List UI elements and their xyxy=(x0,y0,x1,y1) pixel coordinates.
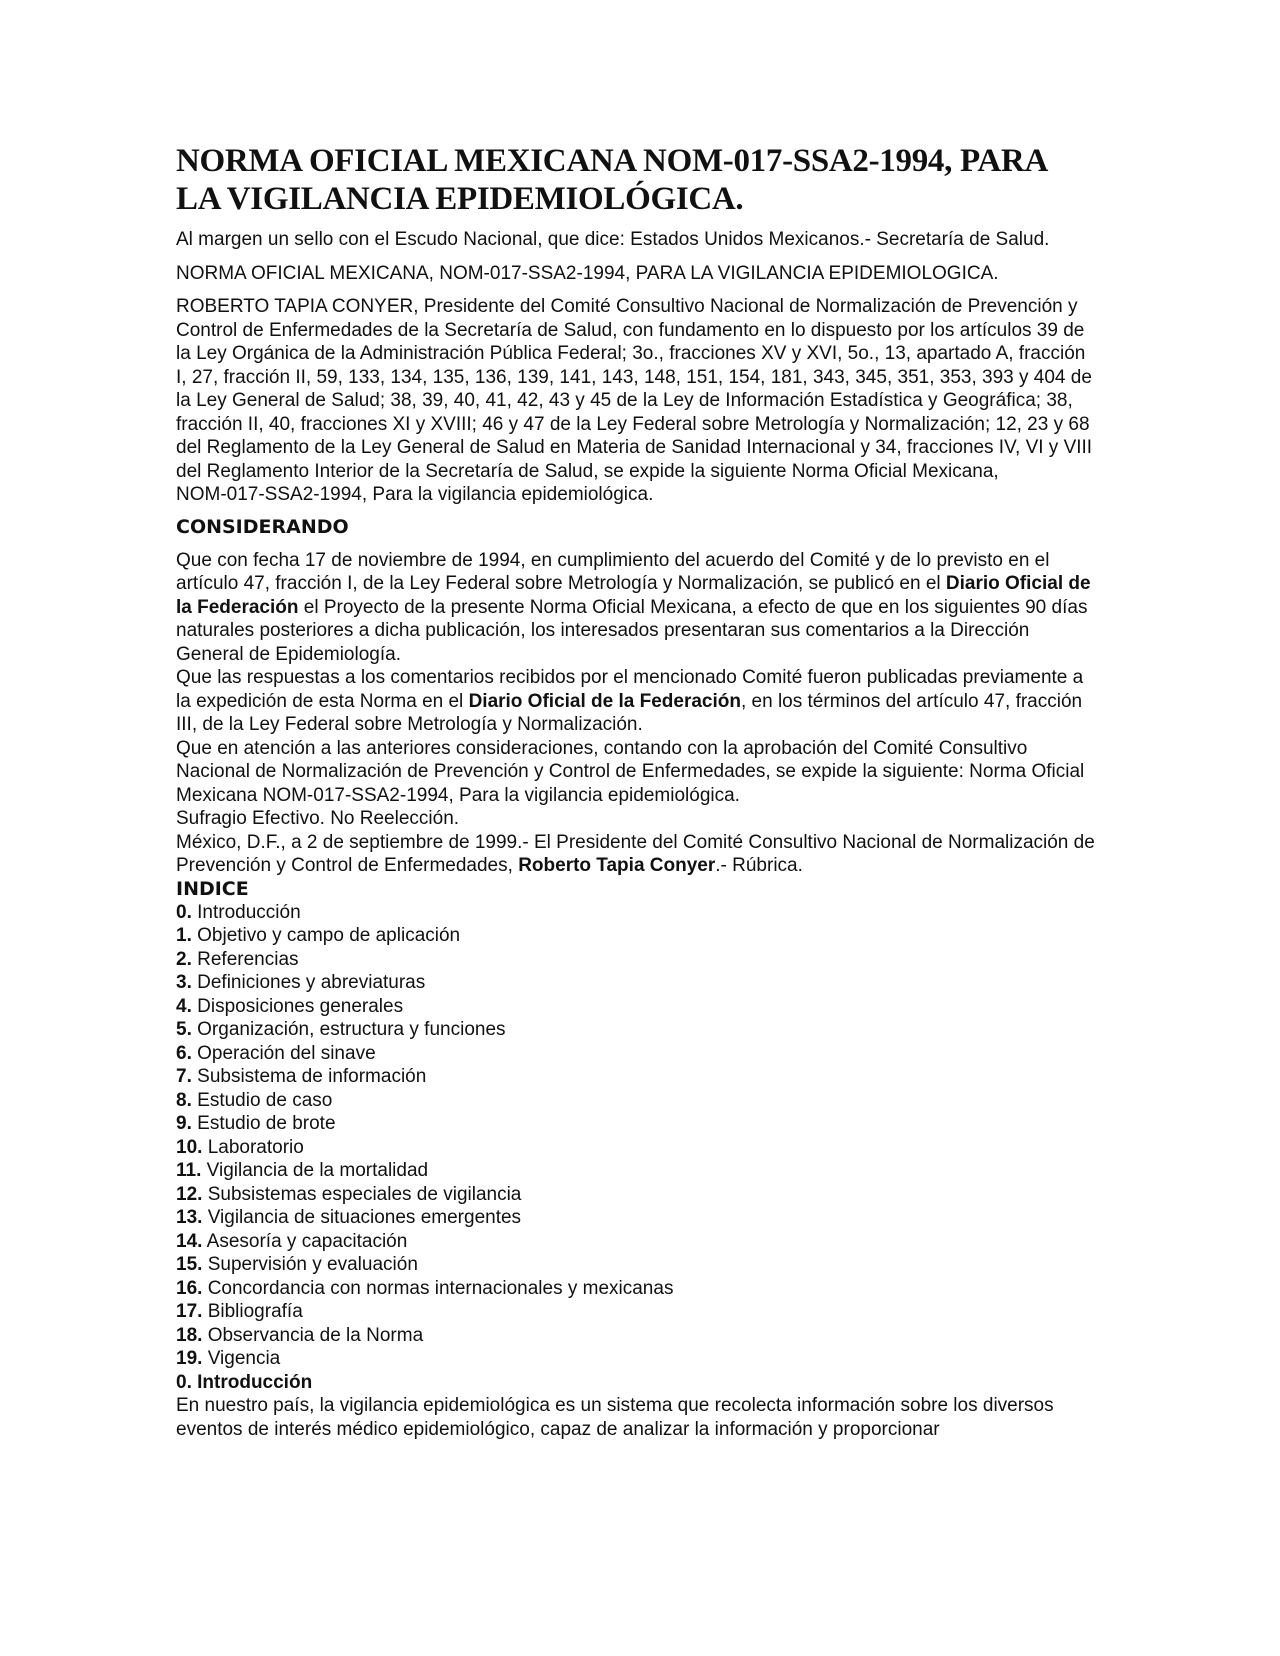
index-item xyxy=(176,1277,1096,1301)
index-item-label: Asesoría y capacitación xyxy=(206,1230,408,1252)
index-item-number: 16. xyxy=(176,1277,203,1299)
index-item-number: 10. xyxy=(176,1136,203,1158)
margin-note: Al margen un sello con el Escudo Nacional, que dice: Estados Unidos Mexicanos.- Secretaría de Salud. xyxy=(176,229,1050,250)
index-item-number: 1. xyxy=(176,925,192,946)
intro-heading xyxy=(176,1371,1096,1395)
considerando-paragraph-1 xyxy=(176,549,1096,667)
text-run: Que con fecha 17 de noviembre de 1994, en cumplimiento del acuerdo del Comité y de lo previsto en el artículo 47, fracción I, de la Ley Federal sobre Metrología y Normalización, se publicó en el xyxy=(176,549,1050,594)
document-title: NORMA OFICIAL MEXICANA NOM-017-SSA2-1994, PARA LA VIGILANCIA EPIDEMIOLÓGICA. xyxy=(176,143,1047,217)
index-item xyxy=(176,1183,1096,1207)
index-item-label: Estudio de caso xyxy=(197,1089,333,1111)
document-page xyxy=(176,142,1096,1441)
index-item-number: 11. xyxy=(176,1160,202,1181)
index-item xyxy=(176,1253,1096,1277)
index-item xyxy=(176,948,1096,972)
index-item xyxy=(176,1206,1096,1230)
preamble-norm-line: NOM-017-SSA2-1994, Para la vigilancia epidemiológica. xyxy=(176,484,654,505)
index-heading: INDICE xyxy=(176,877,249,900)
index-item-label: Operación del sinave xyxy=(197,1042,376,1064)
index-item xyxy=(176,995,1096,1019)
index-item-label: Disposiciones generales xyxy=(197,995,404,1017)
index-item-number: 12. xyxy=(176,1183,203,1205)
index-item xyxy=(176,1042,1096,1066)
text-run: Que las respuestas a los comentarios recibidos por el mencionado Comité fueron publicadas previamente a la expedición de esta Norma en el xyxy=(176,667,1084,712)
index-item xyxy=(176,901,1096,925)
signature-paragraph xyxy=(176,831,1096,878)
document-subtitle: NORMA OFICIAL MEXICANA, NOM-017-SSA2-1994, PARA LA VIGILANCIA EPIDEMIOLOGICA. xyxy=(176,262,999,284)
index-item-label: Introducción xyxy=(197,901,301,923)
index-item-number: 6. xyxy=(176,1042,192,1064)
considerando-paragraph-3: Que en atención a las anteriores consideraciones, contando con la aprobación del Comité Consultivo Nacional de Normalización de Prevención y Control de Enfermedades, se expide la siguiente: Norma Oficial Mexicana NOM-017-SSA2-1994, Para la vigilancia epidemiológica. xyxy=(176,737,1085,806)
index-item-label: Laboratorio xyxy=(207,1136,304,1158)
index-item xyxy=(176,1136,1096,1160)
index-item xyxy=(176,924,1096,948)
index-item-label: Definiciones y abreviaturas xyxy=(197,972,426,993)
index-item-label: Concordancia con normas internacionales y mexicanas xyxy=(207,1277,674,1299)
index-item-number: 4. xyxy=(176,995,192,1017)
index-item-label: Supervisión y evaluación xyxy=(207,1254,418,1275)
index-item-label: Vigencia xyxy=(207,1348,281,1369)
index-item-number: 9. xyxy=(176,1113,192,1134)
index-item xyxy=(176,1347,1096,1371)
text-run: .- Rúbrica. xyxy=(715,855,803,876)
text-run: México, D.F., a 2 de septiembre de 1999.- El Presidente del Comité Consultivo Nacional de Normalización de Prevención y Control de Enfermedades, xyxy=(176,831,1095,876)
signatory-name: Roberto Tapia Conyer xyxy=(518,855,716,876)
index-item-number: 14. xyxy=(176,1230,203,1252)
index-item-label: Observancia de la Norma xyxy=(207,1324,424,1346)
index-item xyxy=(176,1230,1096,1254)
index-list xyxy=(176,901,1096,1371)
index-item-label: Referencias xyxy=(197,948,299,970)
index-item-number: 19. xyxy=(176,1348,203,1369)
index-item-label: Bibliografía xyxy=(207,1301,303,1322)
index-item xyxy=(176,1300,1096,1324)
considerando-heading: CONSIDERANDO xyxy=(176,515,349,538)
index-item-number: 0. xyxy=(176,901,192,923)
index-item-number: 2. xyxy=(176,948,192,970)
bold-run: Diario Oficial de la Federación xyxy=(176,573,1091,618)
intro-paragraph: En nuestro país, la vigilancia epidemiológica es un sistema que recolecta información sobre los diversos eventos de interés médico epidemiológico, capaz de analizar la información y proporcionar xyxy=(176,1395,1054,1440)
text-run: , en los términos del artículo 47, fracción III, de la Ley Federal sobre Metrología y Normalización. xyxy=(176,690,1083,735)
index-item xyxy=(176,1324,1096,1348)
index-item-number: 8. xyxy=(176,1089,192,1111)
preamble-paragraph: ROBERTO TAPIA CONYER, Presidente del Comité Consultivo Nacional de Normalización de Prevención y Control de Enfermedades de la Secretaría de Salud, con fundamento en lo dispuesto por los artículos 39 de la Ley Orgánica de la Administración Pública Federal; 3o., fracciones XV y XVI, 5o., 13, apartado A, fracción I, 27, fracción II, 59, 133, 134, 135, 136, 139, 141, 143, 148, 151, 154, 181, 343, 345, 351, 353, 393 y 404 de la Ley General de Salud; 38, 39, 40, 41, 42, 43 y 45 de la Ley de Información Estadística y Geográfica; 38, fracción II, 40, fracciones XI y XVIII; 46 y 47 de la Ley Federal sobre Metrología y Normalización; 12, 23 y 68 del Reglamento de la Ley General de Salud en Materia de Sanidad Internacional y 34, fracciones IV, VI y VIII del Reglamento Interior de la Secretaría de Salud, se expide la siguiente Norma Oficial Mexicana, xyxy=(176,296,1093,482)
index-item xyxy=(176,1112,1096,1136)
index-item-label: Organización, estructura y funciones xyxy=(197,1019,506,1040)
index-item-number: 18. xyxy=(176,1324,203,1346)
index-item-number: 15. xyxy=(176,1254,203,1275)
index-item xyxy=(176,1089,1096,1113)
index-item-label: Objetivo y campo de aplicación xyxy=(197,925,461,946)
intro-heading-text: 0. Introducción xyxy=(176,1371,313,1393)
motto-line: Sufragio Efectivo. No Reelección. xyxy=(176,808,460,829)
index-item-label: Subsistemas especiales de vigilancia xyxy=(207,1183,522,1205)
bold-run: Diario Oficial de la Federación xyxy=(468,690,741,712)
index-item-number: 7. xyxy=(176,1066,192,1087)
index-item-label: Estudio de brote xyxy=(197,1113,336,1134)
index-item xyxy=(176,1018,1096,1042)
index-item-number: 5. xyxy=(176,1019,192,1040)
index-item-label: Vigilancia de la mortalidad xyxy=(206,1160,429,1181)
index-item xyxy=(176,1065,1096,1089)
text-run: el Proyecto de la presente Norma Oficial Mexicana, a efecto de que en los siguientes 90 días naturales posteriores a dicha publicación, los interesados presentaran sus comentarios a la Dirección General de Epidemiología. xyxy=(176,596,1088,665)
index-item-number: 13. xyxy=(176,1207,203,1228)
index-item-number: 17. xyxy=(176,1301,203,1322)
index-item xyxy=(176,971,1096,995)
index-item-label: Subsistema de información xyxy=(197,1066,427,1087)
index-item-label: Vigilancia de situaciones emergentes xyxy=(207,1207,522,1228)
considerando-paragraph-2 xyxy=(176,666,1096,737)
index-item-number: 3. xyxy=(176,972,192,993)
index-item xyxy=(176,1159,1096,1183)
